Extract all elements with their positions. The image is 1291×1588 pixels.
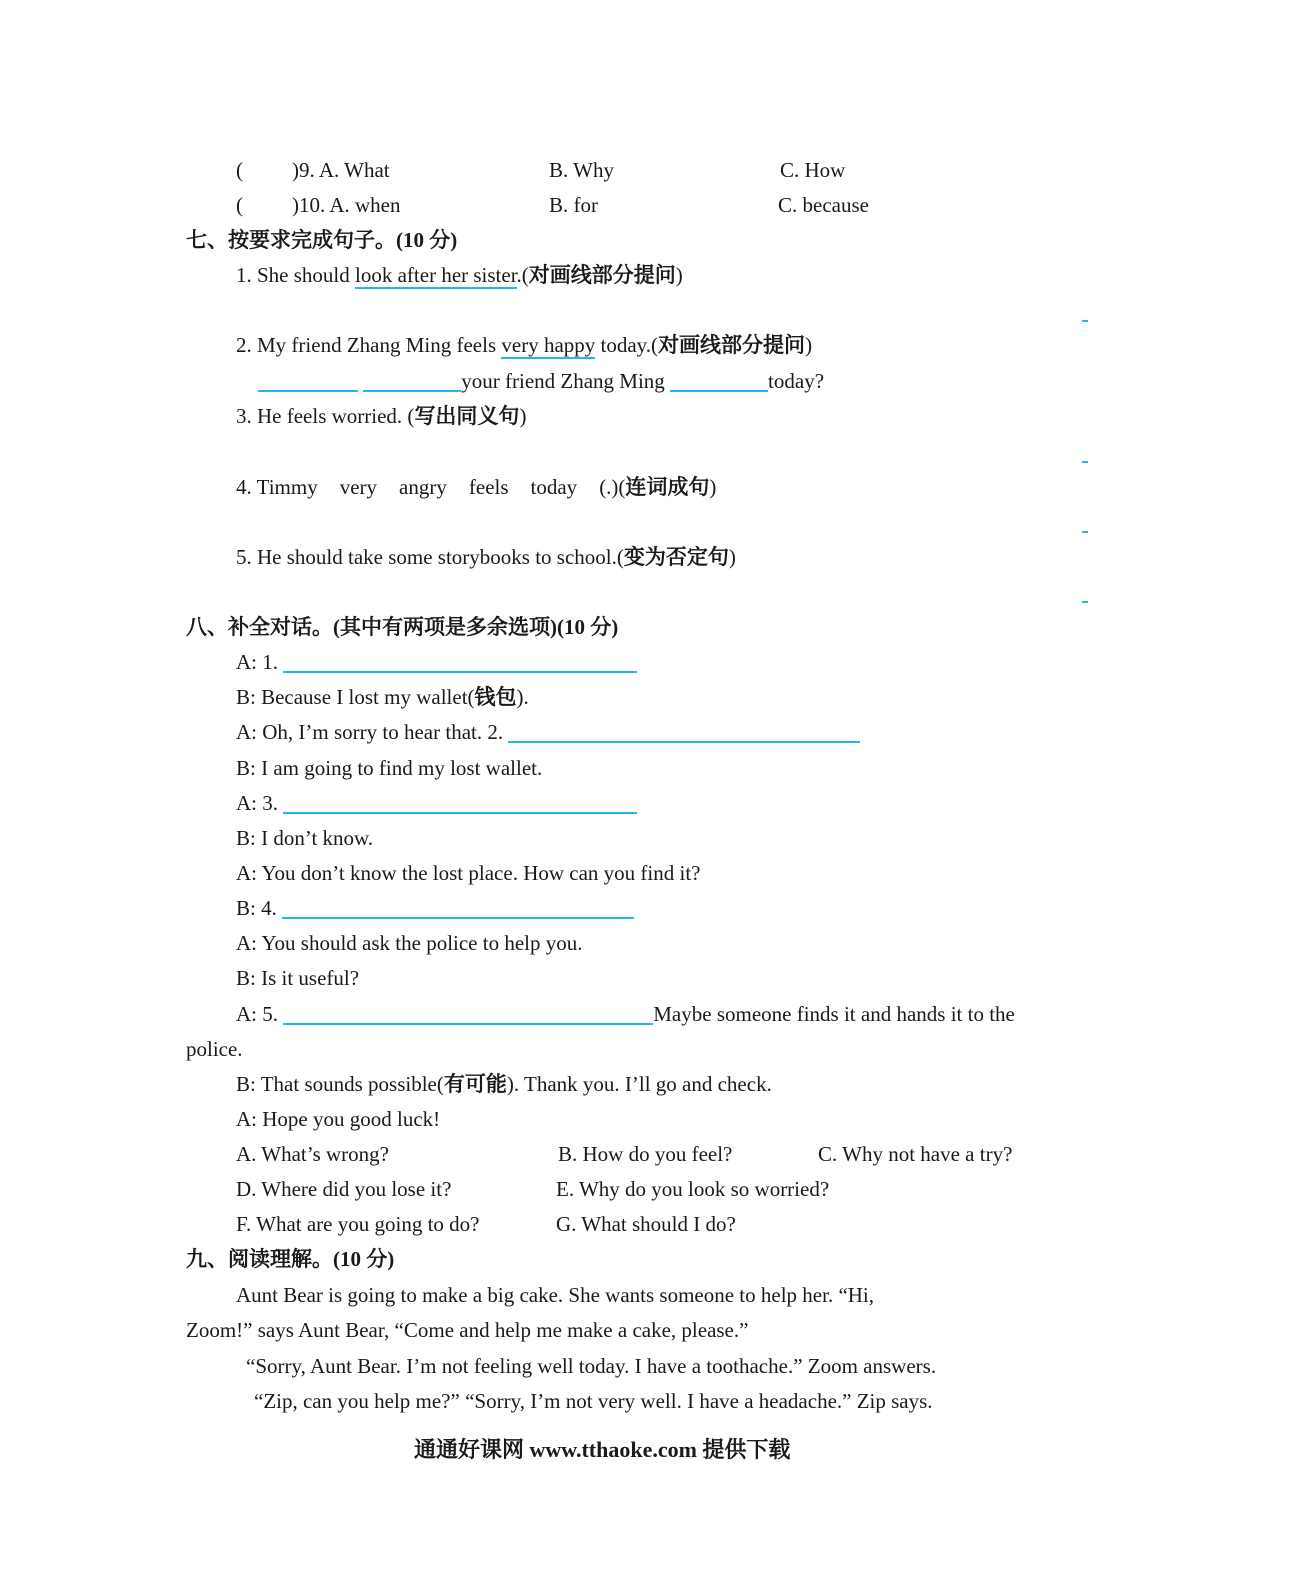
s7-item-3-close: ) <box>519 404 527 428</box>
s7-item-1-close: ) <box>675 263 683 287</box>
dialogue-line-3-text: A: Oh, I’m sorry to hear that. 2. <box>236 720 504 744</box>
q9-option-c: C. How <box>780 158 846 182</box>
answer-line-mark <box>1082 531 1088 533</box>
section-9-score-unit: 分 <box>366 1247 388 1271</box>
section-9-heading <box>186 1247 394 1271</box>
s7-item-1-instruction: 对画线部分提问 <box>528 263 676 287</box>
dialogue-line-5-text: A: 3. <box>236 791 278 815</box>
reading-paragraph-line-2: Zoom!” says Aunt Bear, “Come and help me make a cake, please.” <box>186 1318 749 1342</box>
option-f: F. What are you going to do? <box>236 1212 480 1236</box>
section-7-score-unit: 分 <box>429 228 451 252</box>
option-b: B. How do you feel? <box>558 1142 733 1166</box>
section-8-score-unit: 分 <box>590 615 612 639</box>
s7-item-5-text: 5. He should take some storybooks to school.( <box>236 545 624 569</box>
dialogue-line-1 <box>236 650 637 674</box>
section-8-note: (其中有两项是多余选项) <box>333 615 557 639</box>
dialogue-line-11-cont: Maybe someone finds it and hands it to the <box>653 1002 1015 1026</box>
dialogue-line-13: A: Hope you good luck! <box>236 1107 441 1131</box>
q10-option-b: B. for <box>549 193 598 217</box>
s7-item-1 <box>236 263 683 287</box>
q10-option-c: C. because <box>778 193 869 217</box>
dialogue-line-1-text: A: 1. <box>236 650 278 674</box>
answer-blank[interactable] <box>282 897 634 919</box>
dialogue-line-7: A: You don’t know the lost place. How can you find it? <box>236 861 701 885</box>
section-8-score-close: ) <box>611 615 619 639</box>
s7-item-5-instruction: 变为否定句 <box>623 545 729 569</box>
s7-item-3-instruction: 写出同义句 <box>414 404 520 428</box>
section-8-score: (10 <box>557 615 591 639</box>
s7-item-4-word: today <box>530 475 578 499</box>
answer-blank[interactable] <box>283 1003 653 1025</box>
s7-item-4-word: (.)( <box>599 475 626 499</box>
dialogue-line-2-text: B: Because I lost my wallet( <box>236 685 475 709</box>
reading-paragraph-line-4: “Zip, can you help me?” “Sorry, I’m not very well. I have a headache.” Zip says. <box>254 1389 933 1413</box>
section-7-score: (10 <box>396 228 430 252</box>
q9-option-b: B. Why <box>549 158 614 182</box>
dialogue-line-12 <box>236 1072 772 1096</box>
option-g: G. What should I do? <box>556 1212 736 1236</box>
answer-line-mark <box>1082 461 1088 463</box>
s7-item-2-fill-text: your friend Zhang Ming <box>461 369 671 393</box>
section-7-score-close: ) <box>450 228 458 252</box>
q10-paren: ( <box>236 193 243 217</box>
s7-item-4-word: very <box>339 475 378 499</box>
answer-blank[interactable] <box>258 370 358 392</box>
s7-item-3 <box>236 404 526 428</box>
answer-blank[interactable] <box>670 370 768 392</box>
dialogue-line-3 <box>236 720 860 744</box>
s7-item-5 <box>236 545 736 569</box>
dialogue-line-9: A: You should ask the police to help you. <box>236 931 583 955</box>
q9-option-a: )9. A. What <box>292 158 390 182</box>
answer-blank[interactable] <box>508 721 860 743</box>
answer-line-mark <box>1082 320 1088 322</box>
s7-item-2-underlined: very happy <box>501 333 596 357</box>
option-d: D. Where did you lose it? <box>236 1177 452 1201</box>
s7-item-4-word: angry <box>399 475 447 499</box>
answer-blank[interactable] <box>283 651 637 673</box>
section-7-heading <box>186 228 457 252</box>
answer-blank[interactable] <box>363 370 461 392</box>
s7-item-1-underlined: look after her sister <box>355 263 517 287</box>
reading-paragraph-line-3: “Sorry, Aunt Bear. I’m not feeling well today. I have a toothache.” Zoom answers. <box>246 1354 937 1378</box>
q10-option-a: )10. A. when <box>292 193 401 217</box>
dialogue-line-11-wrap: police. <box>186 1037 243 1061</box>
dialogue-line-5 <box>236 791 637 815</box>
section-7-title: 七、按要求完成句子。 <box>186 228 396 252</box>
page-footer: 通通好课网 www.tthaoke.com 提供下载 <box>414 1437 791 1462</box>
dialogue-line-8-text: B: 4. <box>236 896 277 920</box>
s7-item-2-instruction: 对画线部分提问 <box>658 333 806 357</box>
s7-item-2-close: ) <box>805 333 813 357</box>
dialogue-line-12-text: B: That sounds possible( <box>236 1072 444 1096</box>
s7-item-2-fill-end: today? <box>768 369 825 393</box>
s7-item-2-punct: today.( <box>595 333 659 357</box>
option-e: E. Why do you look so worried? <box>556 1177 830 1201</box>
s7-item-1-punct: .( <box>516 263 529 287</box>
reading-paragraph-line-1: Aunt Bear is going to make a big cake. She wants someone to help her. “Hi, <box>236 1283 875 1307</box>
s7-item-2-fill-line <box>258 369 824 393</box>
dialogue-line-11-text: A: 5. <box>236 1002 278 1026</box>
s7-item-4-word: 4. Timmy <box>236 475 318 499</box>
dialogue-line-2-end: ). <box>516 685 529 709</box>
s7-item-4 <box>236 475 716 499</box>
section-8-heading <box>186 615 618 639</box>
q9-paren: ( <box>236 158 243 182</box>
answer-blank[interactable] <box>283 792 637 814</box>
dialogue-line-2-gloss: 钱包 <box>474 685 517 709</box>
dialogue-line-11 <box>236 1002 1015 1026</box>
dialogue-line-12-gloss: 有可能 <box>443 1072 507 1096</box>
dialogue-line-6: B: I don’t know. <box>236 826 374 850</box>
s7-item-4-word: feels <box>468 475 509 499</box>
dialogue-line-12-end: ). Thank you. I’ll go and check. <box>506 1072 772 1096</box>
section-9-score: (10 <box>333 1247 367 1271</box>
dialogue-line-4: B: I am going to find my lost wallet. <box>236 756 543 780</box>
answer-line-mark <box>1082 601 1088 603</box>
dialogue-line-8 <box>236 896 634 920</box>
s7-item-3-text: 3. He feels worried. ( <box>236 404 415 428</box>
s7-item-5-close: ) <box>728 545 736 569</box>
option-c: C. Why not have a try? <box>818 1142 1013 1166</box>
s7-item-2-text: 2. My friend Zhang Ming feels <box>236 333 502 357</box>
section-9-score-close: ) <box>387 1247 395 1271</box>
s7-item-4-instruction: 连词成句 <box>625 475 710 499</box>
s7-item-2 <box>236 333 812 357</box>
s7-item-4-close: ) <box>709 475 717 499</box>
dialogue-line-2 <box>236 685 529 709</box>
s7-item-1-text: 1. She should <box>236 263 356 287</box>
section-9-title: 九、阅读理解。 <box>186 1247 333 1271</box>
section-8-title: 八、补全对话。 <box>186 615 333 639</box>
option-a: A. What’s wrong? <box>236 1142 389 1166</box>
dialogue-line-10: B: Is it useful? <box>236 966 360 990</box>
